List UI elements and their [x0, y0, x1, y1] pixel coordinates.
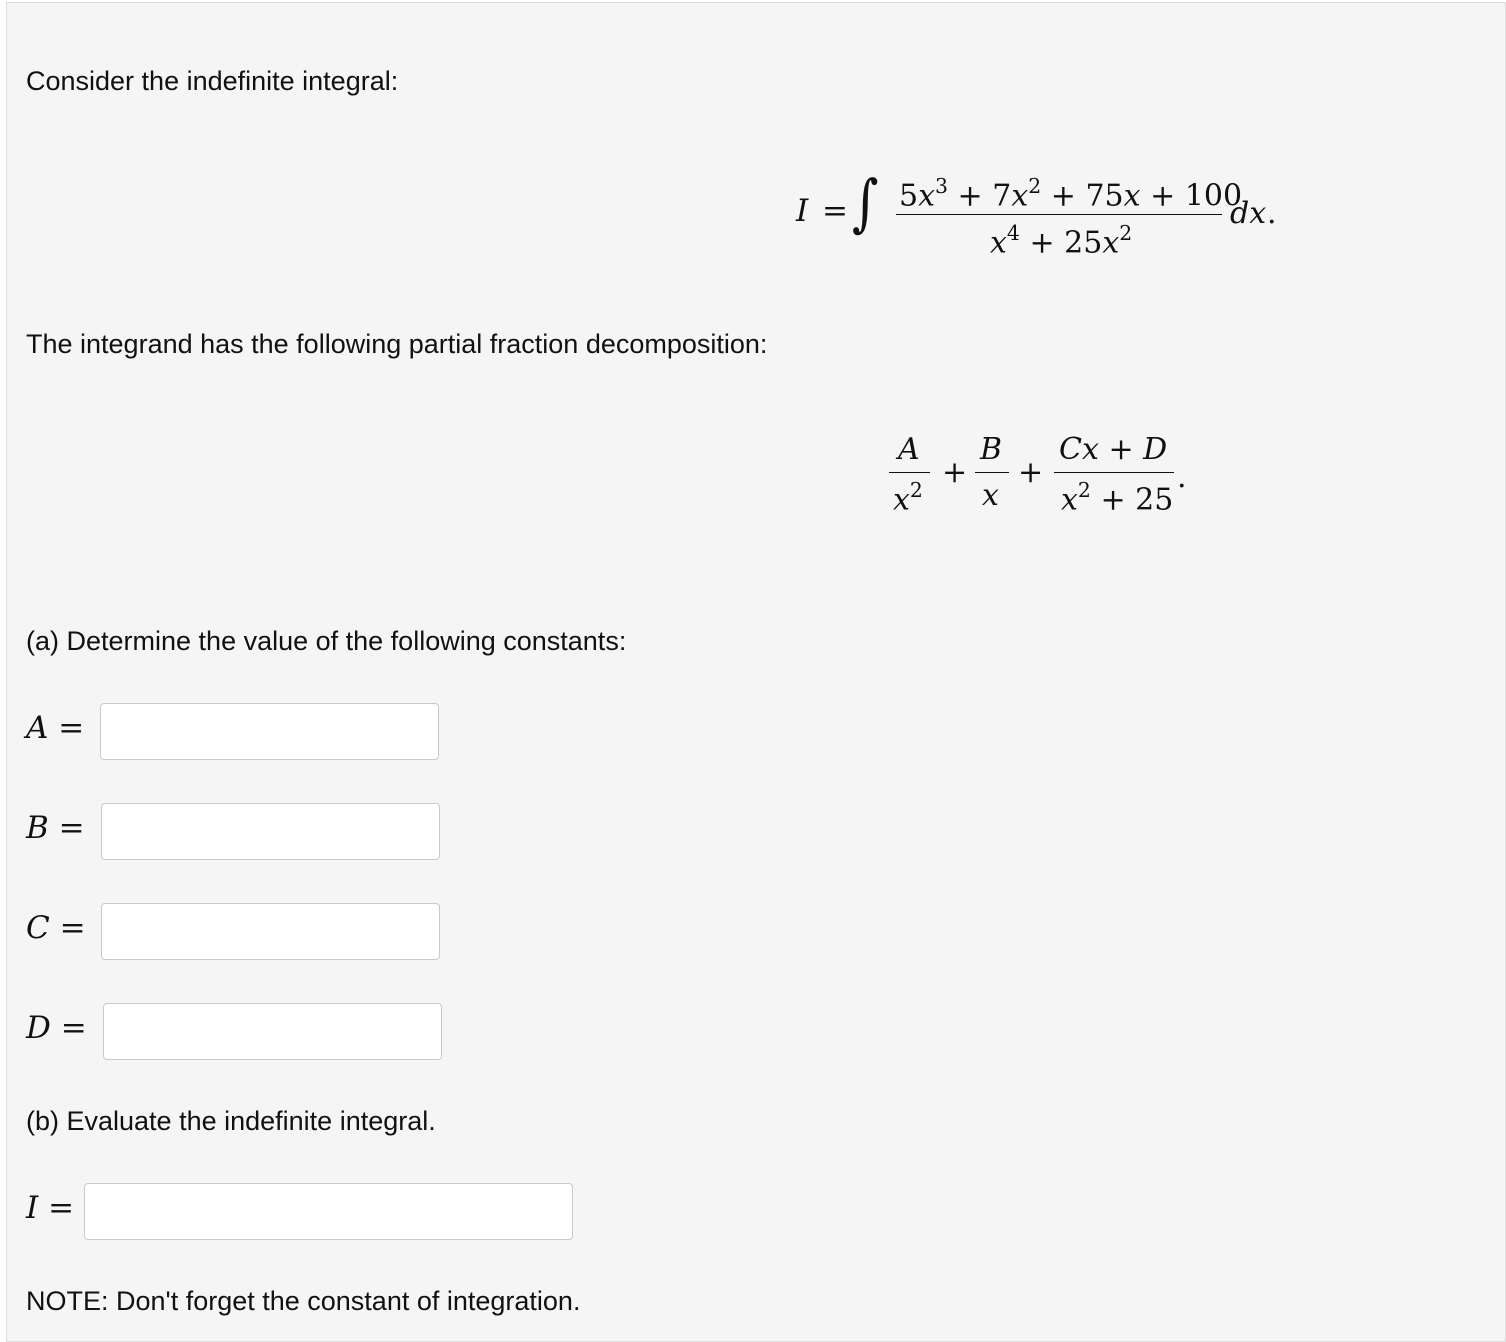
integrand-fraction-bar: [896, 214, 1222, 215]
integral-equals: =: [822, 193, 848, 229]
num-op3: +: [1150, 178, 1176, 214]
num-term3-var: x: [1123, 178, 1141, 214]
label-I-eq: =: [48, 1190, 75, 1226]
intro-text: Consider the indefinite integral:: [26, 66, 399, 96]
num-term2-var: x: [1011, 178, 1029, 214]
label-A-eq: =: [58, 710, 85, 746]
num-op2: +: [1050, 178, 1076, 214]
note-text: NOTE: Don't forget the constant of integration.: [26, 1286, 581, 1316]
answer-I-input[interactable]: [84, 1183, 573, 1240]
den-term1-var: x: [990, 225, 1007, 261]
den-term2-coef: 25: [1064, 225, 1103, 261]
fraction3-den-const: 25: [1135, 482, 1174, 518]
den-term2-exp: 2: [1119, 221, 1133, 245]
label-D-var: D: [26, 1010, 51, 1046]
decomp-plus-1: +: [942, 455, 968, 490]
answer-B-input[interactable]: [101, 803, 440, 860]
label-I-var: I: [26, 1190, 39, 1226]
fraction1-denominator: [893, 478, 923, 518]
fraction3-num-op: +: [1108, 432, 1134, 467]
fraction3-num-C: C: [1059, 432, 1082, 467]
integrand-denominator: [990, 221, 1132, 261]
fraction2-denominator: x: [982, 478, 999, 513]
label-D: [26, 1010, 87, 1046]
integrand-numerator: [899, 174, 1242, 214]
question-panel: [6, 2, 1506, 1342]
decomp-plus-2: +: [1018, 455, 1044, 490]
num-term1-coef: 5: [899, 178, 919, 214]
num-term2-exp: 2: [1028, 174, 1042, 198]
integral-lhs: I: [796, 193, 809, 229]
label-A: [26, 710, 84, 746]
label-A-var: A: [26, 710, 49, 746]
num-term3-coef: 75: [1085, 178, 1124, 214]
fraction1-den-var: x: [893, 482, 910, 518]
integral-sign: ∫: [852, 166, 879, 239]
answer-A-input[interactable]: [100, 703, 439, 760]
decomposition-period: .: [1177, 460, 1187, 495]
fraction1-den-exp: 2: [909, 478, 923, 502]
num-term2-coef: 7: [992, 178, 1012, 214]
decomposition-intro-text: The integrand has the following partial fraction decomposition:: [26, 329, 768, 359]
label-B-eq: =: [58, 810, 85, 846]
num-term4: 100: [1184, 178, 1243, 214]
fraction3-denominator: [1061, 478, 1173, 518]
label-C-eq: =: [59, 910, 86, 946]
fraction3-numerator: [1059, 432, 1167, 467]
fraction2-bar: [975, 472, 1009, 473]
differential: dx: [1230, 196, 1267, 231]
answer-D-input[interactable]: [103, 1003, 442, 1060]
part-b-text: (b) Evaluate the indefinite integral.: [26, 1106, 436, 1136]
label-D-eq: =: [60, 1010, 87, 1046]
label-B: [26, 810, 85, 846]
den-term1-exp: 4: [1006, 221, 1020, 245]
den-op: +: [1029, 225, 1055, 261]
fraction3-bar: [1054, 472, 1174, 473]
integral-period: .: [1267, 196, 1277, 231]
fraction3-num-x: x: [1081, 432, 1099, 467]
fraction1-bar: [889, 472, 930, 473]
fraction3-den-op: +: [1100, 482, 1126, 518]
label-C-var: C: [26, 910, 50, 946]
answer-C-input[interactable]: [101, 903, 440, 960]
fraction1-numerator: A: [898, 432, 920, 467]
fraction3-den-exp: 2: [1077, 478, 1091, 502]
label-C: [26, 910, 86, 946]
fraction3-num-D: D: [1143, 432, 1168, 467]
num-term1-exp: 3: [935, 174, 948, 198]
den-term2-var: x: [1102, 225, 1120, 261]
label-B-var: B: [26, 810, 49, 846]
num-op1: +: [957, 178, 983, 214]
part-a-text: (a) Determine the value of the following constants:: [26, 626, 627, 656]
fraction3-den-var: x: [1061, 482, 1078, 518]
num-term1-var: x: [918, 178, 936, 214]
fraction2-numerator: B: [980, 432, 1003, 467]
label-I: [26, 1190, 74, 1226]
